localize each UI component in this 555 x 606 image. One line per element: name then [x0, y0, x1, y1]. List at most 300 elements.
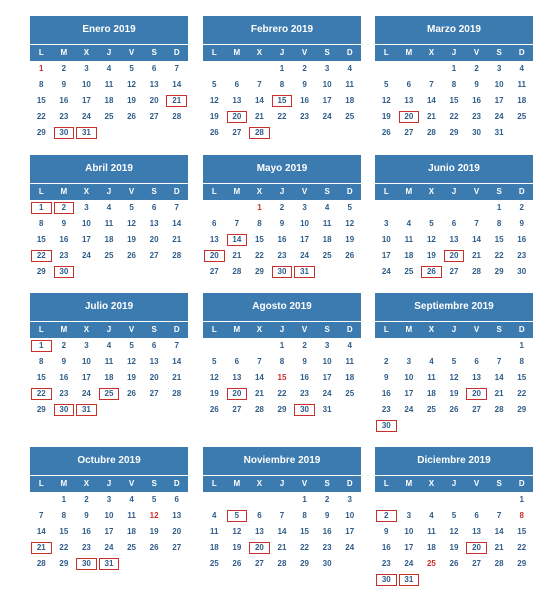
day-cell[interactable]: 13 [172, 511, 182, 520]
day-cell[interactable]: 23 [322, 543, 332, 552]
day-cell[interactable]: 10 [404, 373, 414, 382]
day-cell[interactable]: 14 [172, 80, 182, 89]
day-cell[interactable]: 20 [149, 235, 159, 244]
day-cell[interactable]: 23 [300, 112, 310, 121]
day-cell[interactable]: 13 [404, 96, 414, 105]
day-cell[interactable]: 29 [449, 128, 459, 137]
day-cell[interactable]: 19 [127, 96, 137, 105]
day-cell[interactable]: 11 [404, 235, 414, 244]
day-cell[interactable]: 27 [149, 389, 159, 398]
day-cell[interactable]: 5 [129, 341, 134, 350]
day-cell[interactable]: 7 [496, 511, 502, 520]
day-cell[interactable]: 5 [429, 219, 434, 228]
day-cell[interactable]: 27 [449, 267, 459, 276]
day-cell[interactable]: 30 [517, 267, 527, 276]
day-cell[interactable]: 14 [494, 527, 504, 536]
day-cell[interactable]: 8 [39, 357, 44, 366]
day-cell[interactable]: 9 [519, 219, 524, 228]
day-cell-marked[interactable]: 22 [31, 250, 52, 262]
day-cell[interactable]: 11 [104, 357, 114, 366]
day-cell-marked[interactable]: 30 [272, 266, 293, 278]
day-cell-marked[interactable]: 20 [466, 388, 487, 400]
day-cell[interactable]: 27 [254, 559, 264, 568]
day-cell[interactable]: 4 [406, 219, 412, 228]
day-cell-marked[interactable]: 30 [54, 266, 75, 278]
day-cell[interactable]: 3 [84, 64, 89, 73]
day-cell[interactable]: 4 [106, 341, 112, 350]
day-cell[interactable]: 15 [36, 235, 46, 244]
day-cell[interactable]: 18 [104, 96, 114, 105]
day-cell[interactable]: 3 [347, 495, 352, 504]
day-cell[interactable]: 10 [322, 357, 332, 366]
day-cell[interactable]: 29 [36, 128, 46, 137]
day-cell[interactable]: 19 [426, 251, 436, 260]
day-cell[interactable]: 3 [302, 203, 307, 212]
day-cell-marked[interactable]: 26 [421, 266, 442, 278]
day-cell[interactable]: 11 [104, 80, 114, 89]
day-cell[interactable]: 25 [345, 389, 355, 398]
day-cell[interactable]: 27 [209, 267, 219, 276]
day-cell[interactable]: 16 [381, 389, 391, 398]
day-cell[interactable]: 26 [209, 128, 219, 137]
day-cell[interactable]: 22 [300, 543, 310, 552]
day-cell[interactable]: 4 [347, 64, 352, 73]
day-cell[interactable]: 22 [254, 251, 264, 260]
day-cell[interactable]: 1 [61, 495, 67, 504]
day-cell-marked[interactable]: 31 [76, 127, 97, 139]
day-cell[interactable]: 24 [300, 251, 310, 260]
day-cell[interactable]: 14 [494, 373, 504, 382]
day-cell[interactable]: 17 [322, 373, 332, 382]
day-cell[interactable]: 6 [151, 341, 157, 350]
day-cell[interactable]: 14 [172, 219, 182, 228]
day-cell[interactable]: 24 [322, 112, 332, 121]
day-cell[interactable]: 12 [426, 235, 436, 244]
day-cell[interactable]: 18 [345, 96, 355, 105]
day-cell[interactable]: 25 [404, 267, 414, 276]
day-cell[interactable]: 25 [209, 559, 219, 568]
day-cell[interactable]: 27 [404, 128, 414, 137]
day-cell[interactable]: 12 [449, 373, 459, 382]
day-cell[interactable]: 24 [104, 543, 114, 552]
day-cell-marked[interactable]: 31 [399, 574, 420, 586]
day-cell[interactable]: 7 [174, 341, 179, 350]
day-cell[interactable]: 26 [381, 128, 391, 137]
day-cell[interactable]: 17 [81, 235, 91, 244]
day-cell[interactable]: 29 [517, 559, 527, 568]
day-cell[interactable]: 29 [36, 405, 46, 414]
day-cell[interactable]: 16 [277, 235, 287, 244]
day-cell-marked[interactable]: 31 [294, 266, 315, 278]
day-cell[interactable]: 11 [345, 357, 354, 366]
day-cell[interactable]: 26 [127, 251, 137, 260]
day-cell[interactable]: 11 [427, 373, 436, 382]
day-cell[interactable]: 2 [519, 203, 524, 212]
day-cell-marked[interactable]: 20 [204, 250, 225, 262]
day-cell-marked[interactable]: 21 [166, 95, 187, 107]
day-cell-marked[interactable]: 25 [99, 388, 120, 400]
day-cell[interactable]: 29 [277, 405, 287, 414]
day-cell[interactable]: 16 [517, 235, 527, 244]
day-cell[interactable]: 24 [494, 112, 504, 121]
day-cell[interactable]: 2 [324, 495, 330, 504]
day-cell-marked[interactable]: 30 [76, 558, 97, 570]
day-cell[interactable]: 8 [496, 219, 502, 228]
day-cell[interactable]: 13 [209, 235, 219, 244]
day-cell[interactable]: 16 [472, 96, 482, 105]
day-cell[interactable]: 15 [36, 96, 46, 105]
day-cell-holiday[interactable]: 25 [426, 559, 436, 568]
day-cell[interactable]: 18 [426, 543, 436, 552]
day-cell[interactable]: 21 [494, 543, 504, 552]
day-cell[interactable]: 21 [494, 389, 504, 398]
day-cell[interactable]: 26 [449, 405, 459, 414]
day-cell[interactable]: 23 [81, 543, 91, 552]
day-cell[interactable]: 3 [496, 64, 502, 73]
day-cell[interactable]: 2 [384, 357, 389, 366]
day-cell[interactable]: 15 [517, 527, 527, 536]
day-cell-holiday[interactable]: 15 [277, 373, 287, 382]
day-cell[interactable]: 26 [209, 405, 219, 414]
day-cell[interactable]: 8 [519, 357, 524, 366]
day-cell[interactable]: 3 [324, 341, 330, 350]
day-cell[interactable]: 18 [322, 235, 332, 244]
day-cell[interactable]: 4 [212, 511, 217, 520]
day-cell[interactable]: 14 [426, 96, 436, 105]
day-cell[interactable]: 4 [129, 495, 134, 504]
day-cell-marked[interactable]: 14 [227, 234, 248, 246]
day-cell[interactable]: 16 [322, 527, 332, 536]
day-cell[interactable]: 22 [277, 112, 287, 121]
day-cell[interactable]: 23 [59, 251, 69, 260]
day-cell-marked[interactable]: 1 [31, 202, 52, 214]
day-cell[interactable]: 7 [39, 511, 44, 520]
day-cell[interactable]: 28 [172, 389, 182, 398]
day-cell[interactable]: 15 [300, 527, 310, 536]
day-cell-marked[interactable]: 30 [376, 420, 397, 432]
day-cell[interactable]: 10 [494, 80, 504, 89]
day-cell[interactable]: 29 [36, 267, 46, 276]
day-cell[interactable]: 21 [254, 112, 264, 121]
day-cell[interactable]: 29 [254, 267, 264, 276]
day-cell[interactable]: 23 [300, 389, 310, 398]
day-cell[interactable]: 21 [277, 543, 287, 552]
day-cell[interactable]: 16 [381, 543, 391, 552]
day-cell[interactable]: 31 [322, 405, 332, 414]
day-cell[interactable]: 18 [209, 543, 219, 552]
day-cell-marked[interactable]: 22 [31, 388, 52, 400]
day-cell[interactable]: 8 [39, 80, 44, 89]
day-cell[interactable]: 28 [36, 559, 46, 568]
day-cell[interactable]: 18 [345, 373, 355, 382]
day-cell[interactable]: 21 [426, 112, 436, 121]
day-cell[interactable]: 11 [427, 527, 436, 536]
day-cell[interactable]: 10 [81, 219, 91, 228]
day-cell[interactable]: 19 [381, 112, 391, 121]
day-cell[interactable]: 9 [61, 357, 67, 366]
day-cell[interactable]: 3 [106, 495, 112, 504]
day-cell[interactable]: 10 [300, 219, 310, 228]
day-cell[interactable]: 9 [324, 511, 330, 520]
day-cell[interactable]: 17 [404, 543, 414, 552]
day-cell-marked[interactable]: 21 [31, 542, 52, 554]
day-cell-marked[interactable]: 2 [376, 510, 397, 522]
day-cell[interactable]: 8 [451, 80, 457, 89]
day-cell-holiday[interactable]: 1 [39, 64, 44, 73]
day-cell[interactable]: 4 [347, 341, 352, 350]
day-cell[interactable]: 4 [519, 64, 524, 73]
day-cell[interactable]: 3 [406, 357, 412, 366]
day-cell[interactable]: 6 [451, 219, 457, 228]
day-cell[interactable]: 28 [277, 559, 287, 568]
day-cell[interactable]: 6 [234, 80, 240, 89]
day-cell[interactable]: 30 [322, 559, 332, 568]
day-cell[interactable]: 14 [472, 235, 482, 244]
day-cell[interactable]: 7 [257, 80, 262, 89]
day-cell-marked[interactable]: 30 [54, 404, 75, 416]
day-cell[interactable]: 7 [429, 80, 434, 89]
day-cell[interactable]: 11 [322, 219, 332, 228]
day-cell[interactable]: 28 [426, 128, 436, 137]
day-cell[interactable]: 13 [232, 96, 242, 105]
day-cell[interactable]: 22 [517, 543, 527, 552]
day-cell[interactable]: 23 [381, 405, 391, 414]
day-cell[interactable]: 2 [474, 64, 479, 73]
day-cell-marked[interactable]: 20 [227, 388, 248, 400]
day-cell[interactable]: 28 [494, 559, 504, 568]
day-cell[interactable]: 12 [209, 96, 219, 105]
day-cell-marked[interactable]: 20 [444, 250, 465, 262]
day-cell[interactable]: 6 [474, 357, 479, 366]
day-cell[interactable]: 2 [302, 341, 307, 350]
day-cell[interactable]: 2 [279, 203, 285, 212]
day-cell[interactable]: 12 [127, 357, 137, 366]
day-cell[interactable]: 6 [151, 203, 157, 212]
day-cell[interactable]: 4 [106, 64, 112, 73]
day-cell[interactable]: 18 [426, 389, 436, 398]
day-cell[interactable]: 21 [472, 251, 482, 260]
day-cell[interactable]: 24 [81, 389, 91, 398]
day-cell[interactable]: 19 [127, 235, 137, 244]
day-cell[interactable]: 2 [84, 495, 89, 504]
day-cell-holiday[interactable]: 1 [257, 203, 262, 212]
day-cell[interactable]: 10 [381, 235, 391, 244]
day-cell[interactable]: 8 [279, 357, 285, 366]
day-cell-marked[interactable]: 20 [227, 111, 248, 123]
day-cell[interactable]: 10 [81, 357, 91, 366]
day-cell[interactable]: 24 [81, 251, 91, 260]
day-cell[interactable]: 12 [381, 96, 391, 105]
day-cell[interactable]: 24 [404, 405, 414, 414]
day-cell[interactable]: 19 [209, 389, 219, 398]
day-cell[interactable]: 27 [172, 543, 182, 552]
day-cell[interactable]: 13 [149, 219, 159, 228]
day-cell[interactable]: 12 [449, 527, 459, 536]
day-cell[interactable]: 6 [174, 495, 179, 504]
day-cell-marked[interactable]: 30 [294, 404, 315, 416]
day-cell-marked[interactable]: 2 [54, 202, 75, 214]
day-cell[interactable]: 6 [474, 511, 479, 520]
day-cell[interactable]: 5 [212, 80, 217, 89]
day-cell[interactable]: 29 [494, 267, 504, 276]
day-cell[interactable]: 20 [149, 96, 159, 105]
day-cell[interactable]: 11 [517, 80, 526, 89]
day-cell[interactable]: 6 [234, 357, 240, 366]
day-cell-marked[interactable]: 30 [54, 127, 75, 139]
day-cell[interactable]: 25 [104, 112, 114, 121]
day-cell[interactable]: 17 [345, 527, 355, 536]
day-cell[interactable]: 27 [232, 405, 242, 414]
day-cell[interactable]: 25 [426, 405, 436, 414]
day-cell[interactable]: 10 [404, 527, 414, 536]
day-cell[interactable]: 9 [302, 80, 307, 89]
day-cell[interactable]: 17 [300, 235, 310, 244]
day-cell[interactable]: 1 [519, 495, 524, 504]
day-cell-marked[interactable]: 15 [272, 95, 293, 107]
day-cell[interactable]: 3 [84, 341, 89, 350]
day-cell[interactable]: 13 [472, 527, 482, 536]
day-cell[interactable]: 26 [449, 559, 459, 568]
day-cell[interactable]: 26 [232, 559, 242, 568]
day-cell[interactable]: 25 [517, 112, 527, 121]
day-cell[interactable]: 23 [472, 112, 482, 121]
day-cell-marked[interactable]: 20 [466, 542, 487, 554]
day-cell[interactable]: 29 [59, 559, 69, 568]
day-cell[interactable]: 11 [345, 80, 354, 89]
day-cell[interactable]: 22 [59, 543, 69, 552]
day-cell[interactable]: 28 [172, 112, 182, 121]
day-cell-marked[interactable]: 5 [227, 510, 248, 522]
day-cell[interactable]: 5 [212, 357, 217, 366]
day-cell[interactable]: 5 [451, 511, 457, 520]
day-cell[interactable]: 28 [232, 267, 242, 276]
day-cell[interactable]: 2 [302, 64, 307, 73]
day-cell[interactable]: 9 [384, 373, 389, 382]
day-cell[interactable]: 9 [474, 80, 479, 89]
day-cell[interactable]: 27 [149, 251, 159, 260]
day-cell[interactable]: 23 [381, 559, 391, 568]
day-cell[interactable]: 16 [59, 96, 69, 105]
day-cell[interactable]: 28 [254, 405, 264, 414]
day-cell[interactable]: 1 [279, 64, 285, 73]
day-cell[interactable]: 15 [59, 527, 69, 536]
day-cell[interactable]: 4 [429, 511, 434, 520]
day-cell[interactable]: 21 [172, 235, 182, 244]
day-cell[interactable]: 22 [517, 389, 527, 398]
day-cell[interactable]: 16 [81, 527, 91, 536]
day-cell[interactable]: 19 [345, 235, 355, 244]
day-cell[interactable]: 7 [279, 511, 285, 520]
day-cell[interactable]: 11 [127, 511, 136, 520]
day-cell[interactable]: 26 [149, 543, 159, 552]
day-cell[interactable]: 25 [345, 112, 355, 121]
day-cell[interactable]: 4 [106, 203, 112, 212]
day-cell[interactable]: 14 [172, 357, 182, 366]
day-cell[interactable]: 17 [404, 389, 414, 398]
day-cell[interactable]: 3 [384, 219, 389, 228]
day-cell[interactable]: 24 [381, 267, 391, 276]
day-cell[interactable]: 18 [404, 251, 414, 260]
day-cell[interactable]: 27 [149, 112, 159, 121]
day-cell[interactable]: 16 [300, 96, 310, 105]
day-cell[interactable]: 9 [279, 219, 285, 228]
day-cell[interactable]: 17 [81, 373, 91, 382]
day-cell[interactable]: 3 [406, 511, 412, 520]
day-cell[interactable]: 9 [84, 511, 89, 520]
day-cell-marked[interactable]: 1 [31, 340, 52, 352]
day-cell[interactable]: 14 [36, 527, 46, 536]
day-cell[interactable]: 17 [104, 527, 114, 536]
day-cell-marked[interactable]: 31 [76, 404, 97, 416]
day-cell[interactable]: 29 [300, 559, 310, 568]
day-cell[interactable]: 25 [127, 543, 137, 552]
day-cell[interactable]: 9 [384, 527, 389, 536]
day-cell[interactable]: 15 [449, 96, 459, 105]
day-cell[interactable]: 1 [496, 203, 502, 212]
day-cell[interactable]: 13 [149, 80, 159, 89]
day-cell[interactable]: 6 [212, 219, 217, 228]
day-cell[interactable]: 24 [81, 112, 91, 121]
day-cell[interactable]: 6 [257, 511, 262, 520]
day-cell[interactable]: 27 [472, 559, 482, 568]
day-cell[interactable]: 10 [104, 511, 114, 520]
day-cell[interactable]: 13 [232, 373, 242, 382]
day-cell[interactable]: 18 [127, 527, 137, 536]
day-cell[interactable]: 12 [127, 219, 137, 228]
day-cell[interactable]: 25 [104, 251, 114, 260]
day-cell[interactable]: 17 [81, 96, 91, 105]
day-cell[interactable]: 4 [429, 357, 434, 366]
day-cell[interactable]: 23 [277, 251, 287, 260]
day-cell[interactable]: 5 [384, 80, 389, 89]
day-cell[interactable]: 3 [324, 64, 330, 73]
day-cell[interactable]: 5 [129, 64, 134, 73]
day-cell[interactable]: 6 [151, 64, 157, 73]
day-cell[interactable]: 11 [210, 527, 219, 536]
day-cell[interactable]: 28 [172, 251, 182, 260]
day-cell[interactable]: 1 [451, 64, 457, 73]
day-cell[interactable]: 8 [61, 511, 67, 520]
day-cell[interactable]: 5 [151, 495, 157, 504]
day-cell-marked[interactable]: 20 [249, 542, 270, 554]
day-cell-marked[interactable]: 20 [399, 111, 420, 123]
day-cell[interactable]: 21 [232, 251, 242, 260]
day-cell[interactable]: 24 [322, 389, 332, 398]
day-cell[interactable]: 6 [406, 80, 412, 89]
day-cell[interactable]: 22 [36, 112, 46, 121]
day-cell[interactable]: 21 [172, 373, 182, 382]
day-cell[interactable]: 22 [494, 251, 504, 260]
day-cell[interactable]: 24 [345, 543, 355, 552]
day-cell[interactable]: 9 [61, 219, 67, 228]
day-cell[interactable]: 13 [254, 527, 264, 536]
day-cell[interactable]: 2 [61, 64, 67, 73]
day-cell[interactable]: 4 [324, 203, 330, 212]
day-cell[interactable]: 26 [127, 112, 137, 121]
day-cell[interactable]: 20 [172, 527, 182, 536]
day-cell[interactable]: 19 [127, 373, 137, 382]
day-cell[interactable]: 29 [517, 405, 527, 414]
day-cell[interactable]: 8 [257, 219, 262, 228]
day-cell[interactable]: 18 [104, 373, 114, 382]
day-cell[interactable]: 19 [149, 527, 159, 536]
day-cell[interactable]: 20 [149, 373, 159, 382]
day-cell[interactable]: 10 [345, 511, 355, 520]
day-cell[interactable]: 15 [494, 235, 504, 244]
day-cell[interactable]: 27 [472, 405, 482, 414]
day-cell[interactable]: 26 [345, 251, 355, 260]
day-cell-holiday[interactable]: 12 [149, 511, 159, 520]
